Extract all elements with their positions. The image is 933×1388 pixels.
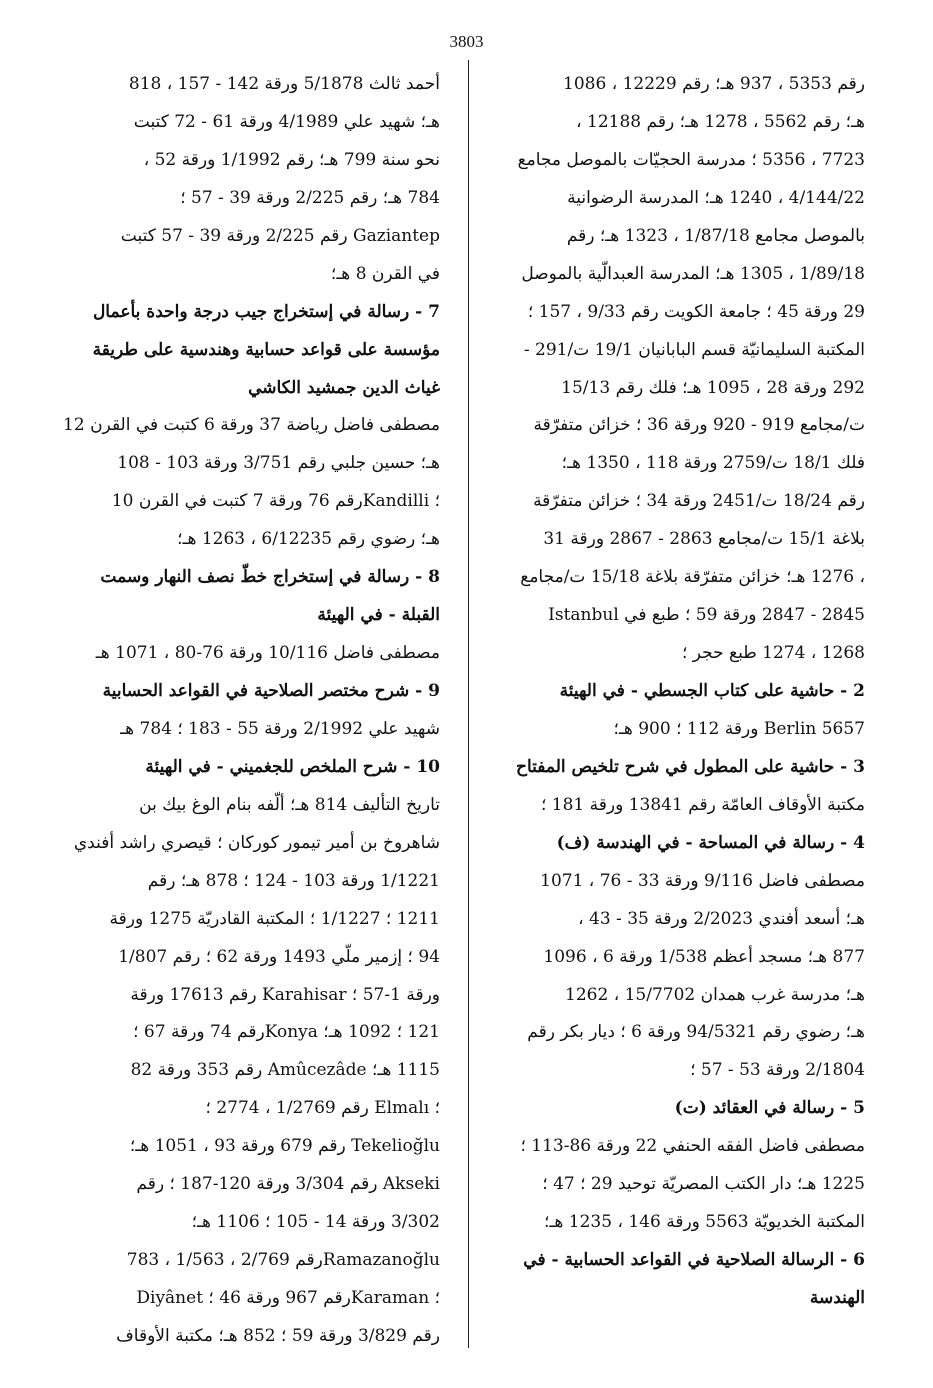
- text-line: ؛ Elmalı رقم 1/2769 ، 2774 ؛: [205, 1098, 440, 1119]
- page-number: 3803: [449, 32, 484, 51]
- text-line: 1268 ، 1274 طبع حجر ؛: [681, 643, 865, 664]
- text-line: بلاغة 15/1 ت/مجامع 2863 - 2867 ورقة 31: [543, 529, 865, 550]
- text-line: Tekelioğlu رقم 679 ورقة 93 ، 1051 هـ؛: [129, 1136, 440, 1157]
- text-line: ت/مجامع 919 - 920 ورقة 36 ؛ خزائن متفرّقة: [533, 415, 865, 436]
- text-line: 1/89/18 ، 1305 هـ؛ المدرسة العبدالّية بالموصل: [521, 263, 865, 284]
- text-line: 784 هـ؛ رقم 2/225 ورقة 39 - 57 ؛: [180, 187, 440, 208]
- entry-heading: 8 - رسالة في إستخراج خطّ نصف النهار وسمت: [100, 567, 440, 588]
- text-line: المكتبة السليمانيّة قسم البابانيان 19/1 ت/291 -: [523, 339, 865, 360]
- text-line: 121 ؛ 1092 هـ؛ Konyaرقم 74 ورقة 67 ؛: [133, 1022, 440, 1043]
- entry-heading: الهندسة: [809, 1288, 865, 1308]
- text-line: 877 هـ؛ مسجد أعظم 1/538 ورقة 6 ، 1096: [543, 946, 865, 967]
- text-line: نحو سنة 799 هـ؛ رقم 1/1992 ورقة 52 ،: [143, 149, 440, 170]
- text-line: مصطفى فاضل الفقه الحنفي 22 ورقة 86-113 ؛: [520, 1136, 865, 1157]
- text-line: 2/1804 ورقة 53 - 57 ؛: [690, 1060, 865, 1081]
- entry-heading: 6 - الرسالة الصلاحية في القواعد الحسابية - في: [523, 1250, 865, 1271]
- text-line: Gaziantep رقم 2/225 ورقة 39 - 57 كتبت: [120, 225, 440, 246]
- text-line: Akseki رقم 3/304 ورقة 120-187 ؛ رقم: [136, 1174, 440, 1195]
- text-line: ، 1276 هـ؛ خزائن متفرّقة بلاغة 15/18 ت/مجامع: [520, 567, 865, 588]
- text-line: هـ؛ أسعد أفندي 2/2023 ورقة 35 - 43 ،: [578, 908, 865, 929]
- text-line: ورقة 1-57 ؛ Karahisar رقم 17613 ورقة: [130, 984, 440, 1005]
- text-line: 292 ورقة 28 ، 1095 هـ؛ فلك رقم 15/13: [561, 377, 865, 398]
- text-line: ؛ Kandilliرقم 76 ورقة 7 كتبت في القرن 10: [111, 491, 440, 512]
- column-divider: [468, 60, 469, 1348]
- left-column: [63, 66, 440, 1356]
- text-line: هـ؛ رقم 5562 ، 1278 هـ؛ رقم 12188 ،: [576, 111, 865, 132]
- text-line: شهيد علي 2/1992 ورقة 55 - 183 ؛ 784 هـ: [120, 718, 440, 739]
- text-line: رقم 5353 ، 937 هـ؛ رقم 12229 ، 1086: [563, 74, 865, 94]
- text-line: رقم 3/829 ورقة 59 ؛ 852 هـ؛ مكتبة الأوقاف: [116, 1325, 440, 1346]
- text-line: في القرن 8 هـ؛: [330, 263, 440, 284]
- text-line: 1211 ؛ 1/1227 ؛ المكتبة القادريّة 1275 ورقة: [109, 908, 440, 929]
- text-line: 7723 ، 5356 ؛ مدرسة الحجيّات بالموصل مجامع: [517, 149, 865, 170]
- text-line: 1225 هـ؛ دار الكتب المصريّة توحيد 29 ؛ 47 ؛: [542, 1174, 865, 1195]
- text-line: Berlin 5657 ورقة 112 ؛ 900 هـ؛: [613, 718, 865, 739]
- text-line: رقم 18/24 ت/2451 ورقة 34 ؛ خزائن متفرّقة: [533, 491, 865, 512]
- text-line: المكتبة الخديويّة 5563 ورقة 146 ، 1235 هـ؛: [544, 1212, 865, 1233]
- entry-heading: 10 - شرح الملخص للجغميني - في الهيئة: [145, 756, 440, 777]
- entry-heading: 3 - حاشية على المطول في شرح تلخيص المفتاح: [516, 756, 865, 777]
- entry-heading: 9 - شرح مختصر الصلاحية في القواعد الحسابية: [102, 681, 440, 701]
- text-line: 1115 هـ؛ Amûcezâde رقم 353 ورقة 82: [130, 1060, 440, 1081]
- entry-heading: غياث الدين جمشيد الكاشي: [248, 377, 440, 398]
- text-line: هـ؛ رضوي رقم 6/12235 ، 1263 هـ؛: [177, 529, 440, 550]
- text-line: مصطفى فاضل رياضة 37 ورقة 6 كتبت في القرن 12: [63, 415, 440, 436]
- text-line: 3/302 ورقة 14 - 105 ؛ 1106 هـ؛: [191, 1212, 440, 1233]
- right-column: [497, 66, 865, 1318]
- text-line: 1/1221 ورقة 103 - 124 ؛ 878 هـ؛ رقم: [147, 870, 440, 891]
- text-line: 2845 - 2847 ورقة 59 ؛ طبع في Istanbul: [548, 605, 865, 626]
- text-line: هـ؛ رضوي رقم 94/5321 ورقة 6 ؛ ديار بكر رقم: [527, 1022, 865, 1043]
- text-line: ؛ Karamanرقم 967 ورقة 46 ؛ Diyânet: [136, 1288, 440, 1308]
- text-line: أحمد ثالث 5/1878 ورقة 142 - 157 ، 818: [128, 74, 440, 94]
- text-line: هـ؛ حسين جلبي رقم 3/751 ورقة 103 - 108: [117, 453, 440, 474]
- text-line: هـ؛ مدرسة غرب همدان 15/7702 ، 1262: [565, 984, 865, 1005]
- text-line: 29 ورقة 45 ؛ جامعة الكويت رقم 9/33 ، 157 ؛: [527, 301, 865, 322]
- text-line: 94 ؛ إزمير ملّي 1493 ورقة 62 ؛ رقم 1/807: [118, 946, 440, 967]
- text-line: بالموصل مجامع 1/87/18 ، 1323 هـ؛ رقم: [566, 225, 865, 246]
- text-line: 4/144/22 ، 1240 هـ؛ المدرسة الرضوانية: [567, 187, 865, 208]
- entry-heading: مؤسسة على قواعد حسابية وهندسية على طريقة: [92, 339, 440, 360]
- text-line: مكتبة الأوقاف العامّة رقم 13841 ورقة 181 ؛: [540, 794, 865, 815]
- entry-heading: 4 - رسالة في المساحة - في الهندسة (ف): [556, 832, 865, 853]
- text-line: فلك 18/1 ت/2759 ورقة 118 ، 1350 هـ؛: [561, 453, 865, 474]
- text-line: مصطفى فاضل 10/116 ورقة 76-80 ، 1071 هـ: [95, 643, 440, 664]
- entry-heading: 2 - حاشية على كتاب الجسطي - في الهيئة: [559, 681, 865, 701]
- text-line: شاهروخ بن أمير تيمور كوركان ؛ قيصري راشد أفندي: [73, 832, 440, 853]
- text-line: Ramazanoğluرقم 2/769 ، 1/563 ، 783: [126, 1250, 440, 1271]
- text-line: تاريخ التأليف 814 هـ؛ ألّفه بنام الوغ بيك بن: [139, 794, 440, 815]
- entry-heading: القبلة - في الهيئة: [317, 605, 440, 626]
- text-line: مصطفى فاضل 9/116 ورقة 33 - 76 ، 1071: [540, 870, 865, 891]
- entry-heading: 7 - رسالة في إستخراج جيب درجة واحدة بأعمال: [92, 301, 440, 322]
- text-line: هـ؛ شهيد علي 4/1989 ورقة 61 - 72 كتبت: [133, 111, 440, 132]
- entry-heading: 5 - رسالة في العقائد (ت): [674, 1098, 865, 1119]
